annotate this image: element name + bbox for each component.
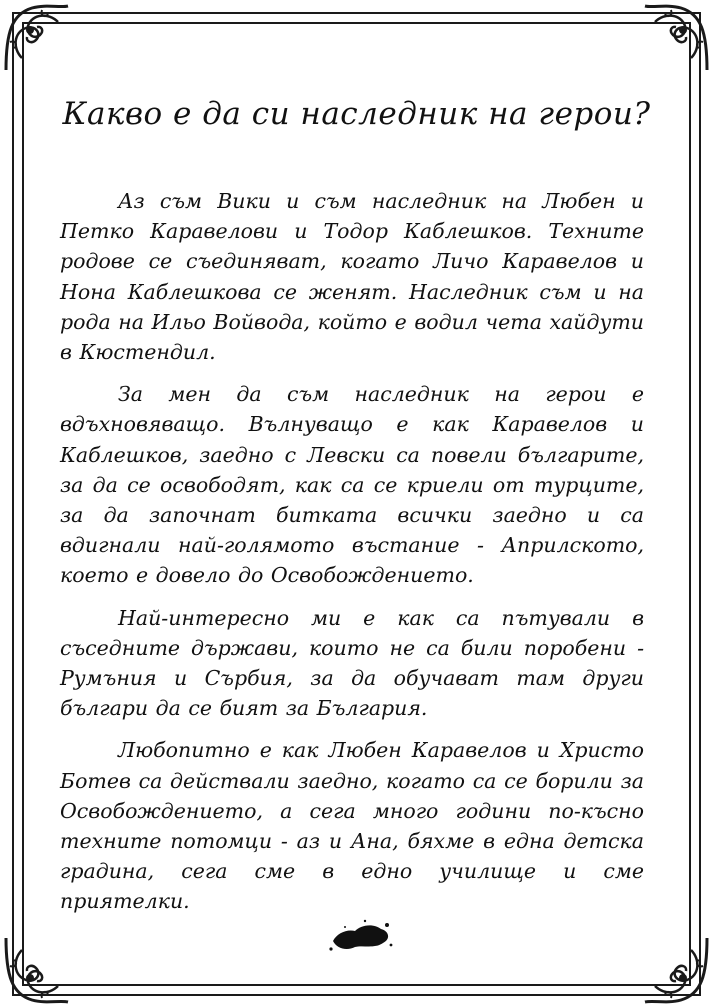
flourish-corner-icon xyxy=(639,2,711,74)
flourish-corner-icon xyxy=(639,934,711,1006)
page-title: Какво е да си наследник на герои? xyxy=(62,96,651,132)
flourish-corner-icon xyxy=(2,2,74,74)
paragraph-1: Аз съм Вики и съм наследник на Любен и Петко Каравелови и Тодор Каблешков. Техните родове се съединяват, когато Личо Каравелов и Нона Каблешкова се женят. Наследник съм и на рода на Ильо Войвода, който е водил чета хайдути в Кюстендил. xyxy=(60,189,644,365)
ink-blot-icon xyxy=(325,915,395,955)
paragraph-4: Любопитно е как Любен Каравелов и Христо Ботев са действали заедно, когато са се борили за Освобождението, а сега много години по-късно техните потомци - аз и Ана, бяхме в една детска градина, сега сме в едно училище и сме приятелки. xyxy=(60,738,644,914)
essay-body xyxy=(60,186,644,929)
flourish-corner-icon xyxy=(2,934,74,1006)
paragraph-3: Най-интересно ми е как са пътували в съседните държави, които не са били поробени - Румъния и Сърбия, за да обучават там други българи да се бият за България. xyxy=(60,605,644,721)
paragraph-2: За мен да съм наследник на герои е вдъхновяващо. Вълнуващо е как Каравелов и Каблешков, заедно с Левски са повели българите, за да се освободят, как са се криели от турците, за да започнат битката всички заедно и са вдигнали най-голямото въстание - Априлското, което е довело до Освобождението. xyxy=(60,382,644,588)
